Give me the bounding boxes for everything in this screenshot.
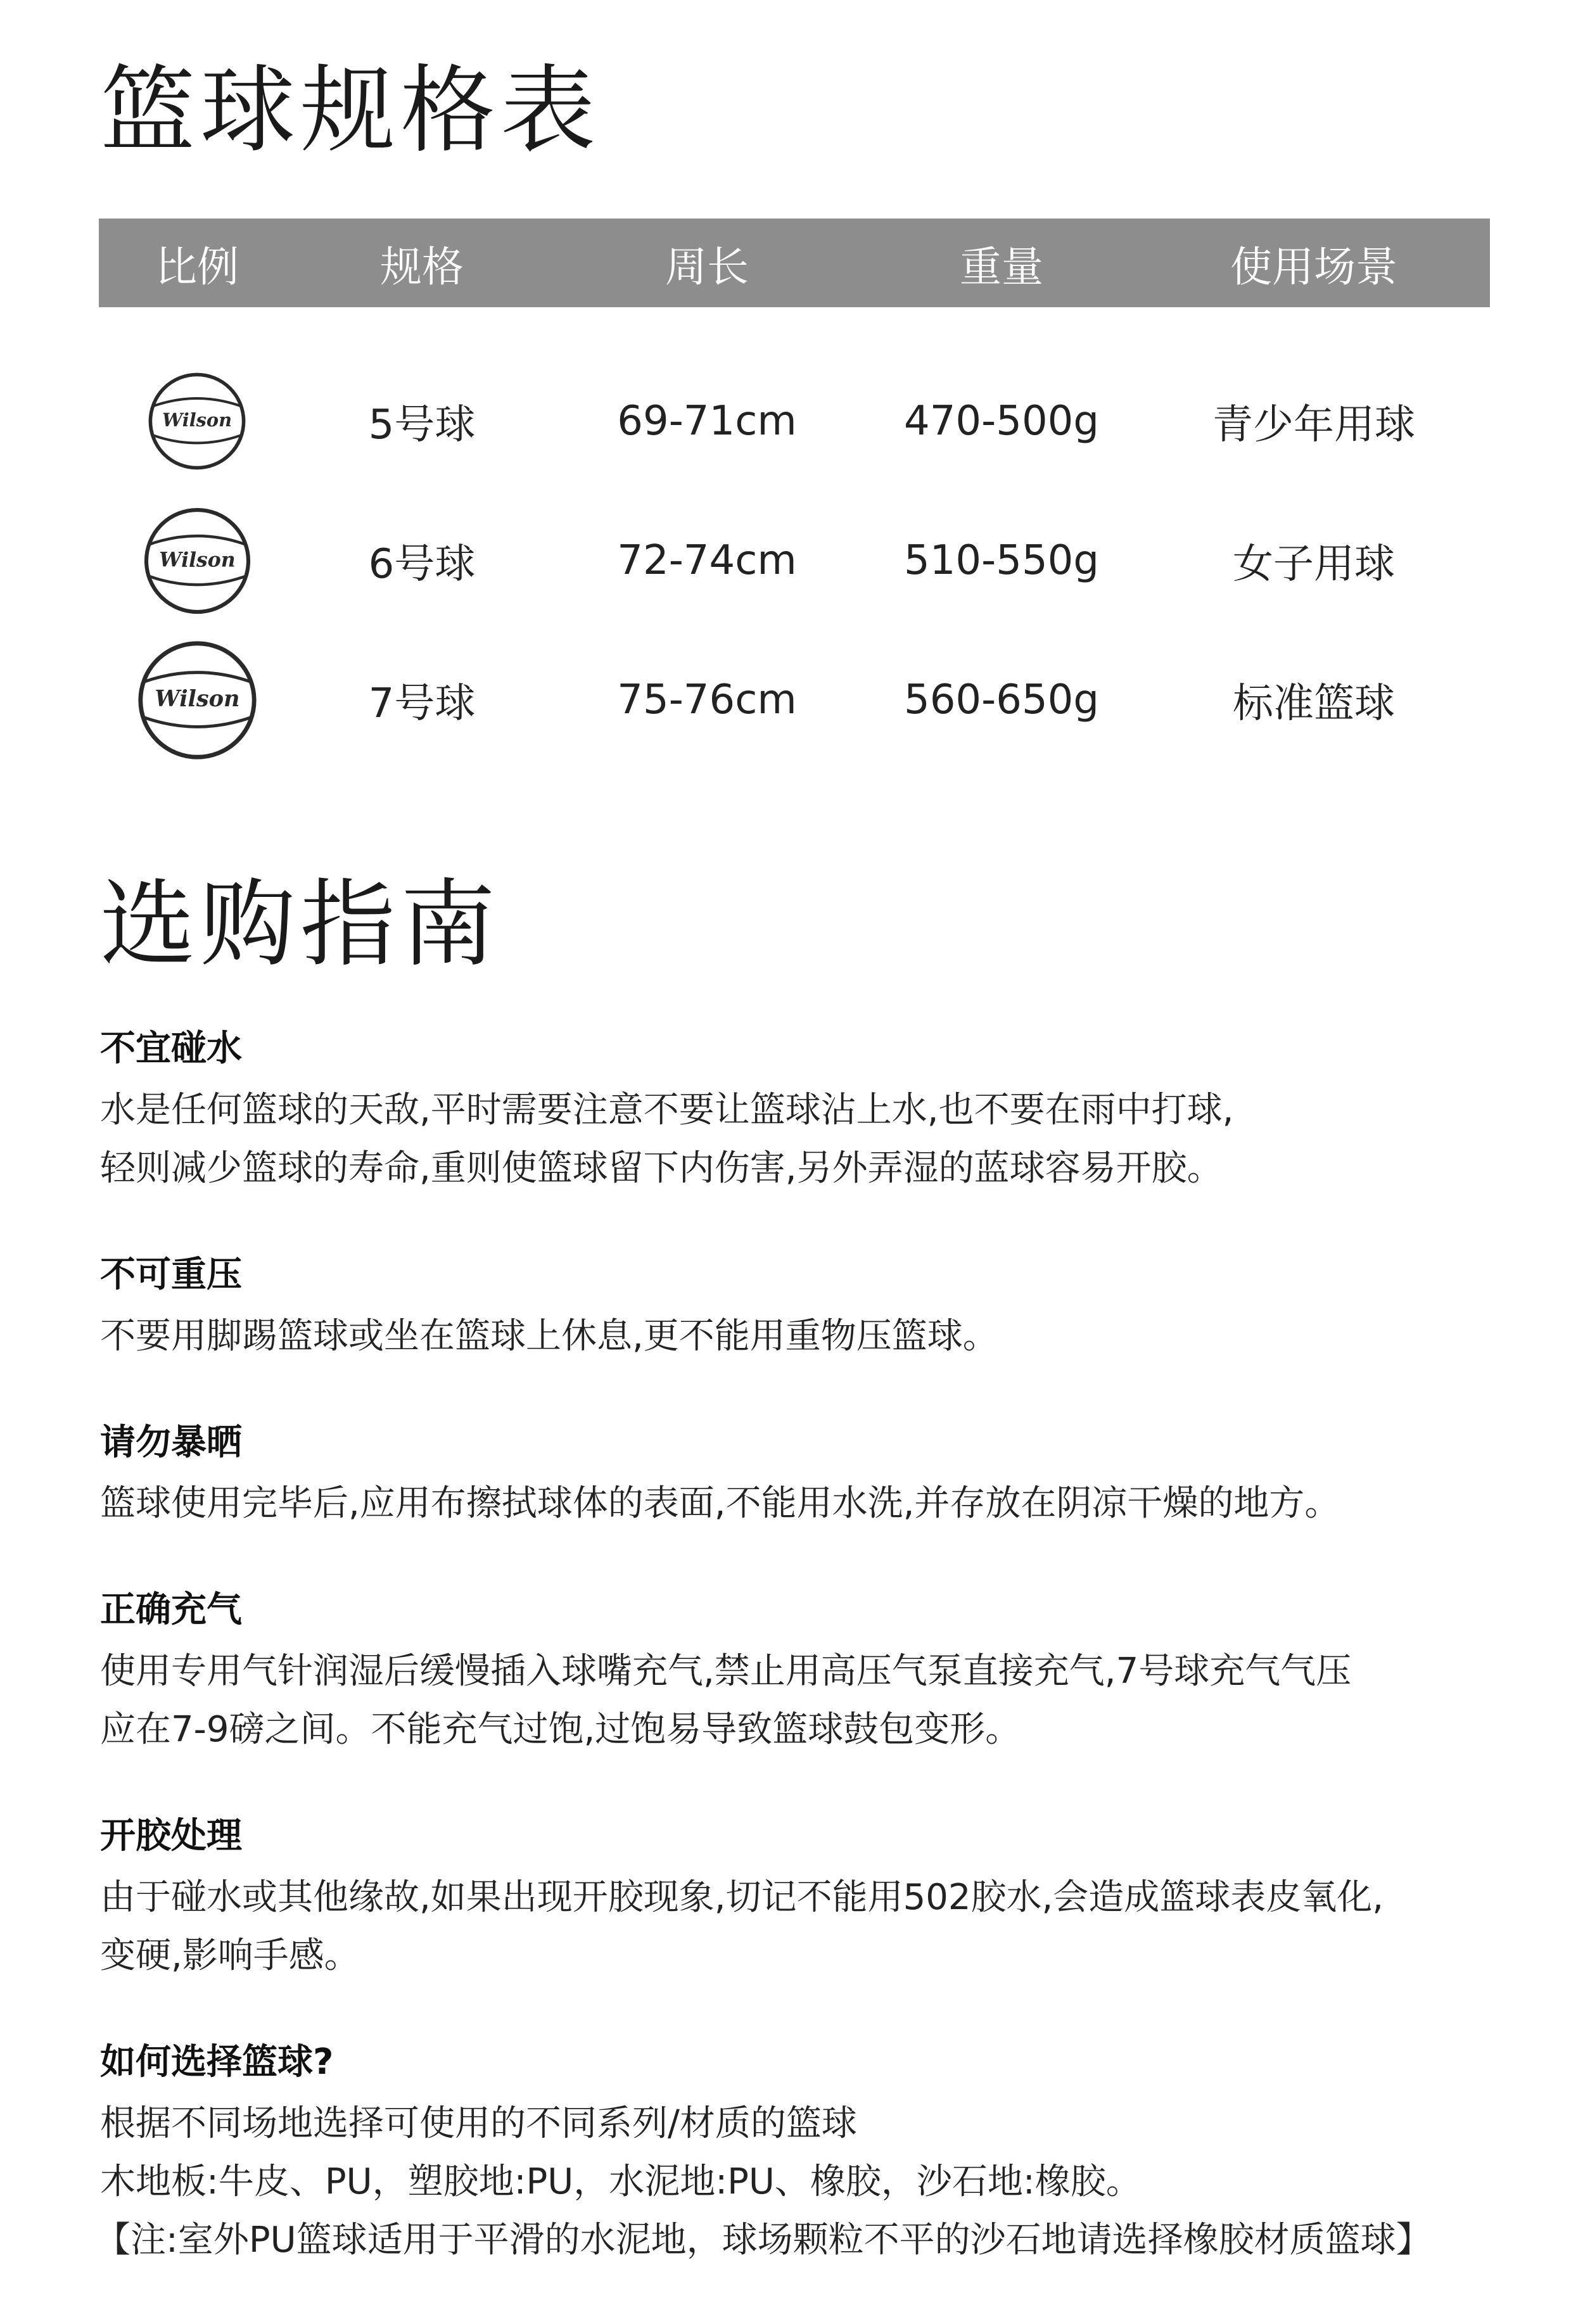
ball-logo: Wilson [154,685,240,712]
ball-logo: Wilson [162,409,232,431]
guide-heading: 如何选择篮球? [100,2041,334,2083]
guide-text: 水是任何篮球的天敌,平时需要注意不要让篮球沾上水,也不要在雨中打球, 轻则减少篮球的寿命,重则使篮球留下内伤害,另外弄湿的蓝球容易开胶。 [100,1089,1234,1189]
spec-title: 篮球规格表 [100,56,601,166]
guide-item [100,1587,1513,1759]
guide-item [100,1026,1513,1198]
usage-value: 青少年用球 [1212,402,1415,448]
guide-text: 木地板:牛皮、PU，塑胶地:PU，水泥地:PU、橡胶，沙石地:橡胶。 [100,2161,1142,2202]
basketball-icon [142,505,253,616]
spec-table [99,219,1490,770]
weight-value: 470-500g [903,398,1100,445]
ball-cell [99,505,295,616]
guide-title: 选购指南 [100,870,501,980]
header-size: 规格 [380,242,464,291]
guide-text: 使用专用气针润湿后缓慢插入球嘴充气,禁止用高压气泵直接充气,7号球充气气压 应在7-9磅之间。不能充气过饱,过饱易导致篮球鼓包变形。 [100,1651,1352,1751]
basketball-icon [146,371,248,472]
guide-item [100,1420,1513,1533]
table-header [99,219,1490,307]
guide-list [95,1026,1513,2324]
guide-item [100,1813,1513,1985]
circumference-value: 75-76cm [617,676,797,723]
size-value: 5号球 [368,402,476,448]
guide-text: 篮球使用完毕后,应用布擦拭球体的表面,不能用水洗,并存放在阴凉干燥的地方。 [100,1483,1340,1525]
guide-item [100,1252,1513,1366]
size-value: 6号球 [368,541,476,588]
size-value: 7号球 [368,680,476,727]
guide-heading: 开胶处理 [100,1815,242,1857]
weight-value: 510-550g [903,537,1100,584]
header-weight: 重量 [960,242,1043,291]
header-ratio: 比例 [155,242,239,291]
header-usage: 使用场景 [1230,242,1397,291]
guide-text: 根据不同场地选择可使用的不同系列/材质的篮球 [100,2102,857,2144]
ball-logo: Wilson [158,547,236,571]
guide-text: 不要用脚踢篮球或坐在篮球上休息,更不能用重物压篮球。 [100,1315,998,1357]
usage-value: 女子用球 [1233,541,1395,588]
table-row [99,491,1490,630]
guide-heading: 不可重压 [100,1254,242,1295]
basketball-icon [136,638,259,762]
ball-cell [99,371,295,472]
guide-note: 【注:室外PU篮球适用于平滑的水泥地，球场颗粒不平的沙石地请选择橡胶材质篮球】 [95,2219,1432,2261]
ball-cell [99,638,295,762]
header-circumference: 周长 [665,242,749,291]
guide-heading: 正确充气 [100,1589,242,1631]
guide-text: 由于碰水或其他缘故,如果出现开胶现象,切记不能用502胶水,会造成篮球表皮氧化, 变硬,影响手感。 [100,1876,1384,1976]
circumference-value: 69-71cm [617,398,797,445]
guide-heading: 不宜碰水 [100,1028,242,1069]
weight-value: 560-650g [903,676,1100,723]
guide-item-how-to-choose [95,2040,1513,2270]
table-row [99,352,1490,491]
usage-value: 标准篮球 [1233,680,1395,727]
circumference-value: 72-74cm [617,537,797,584]
table-row [99,630,1490,770]
guide-heading: 请勿暴晒 [100,1421,242,1463]
